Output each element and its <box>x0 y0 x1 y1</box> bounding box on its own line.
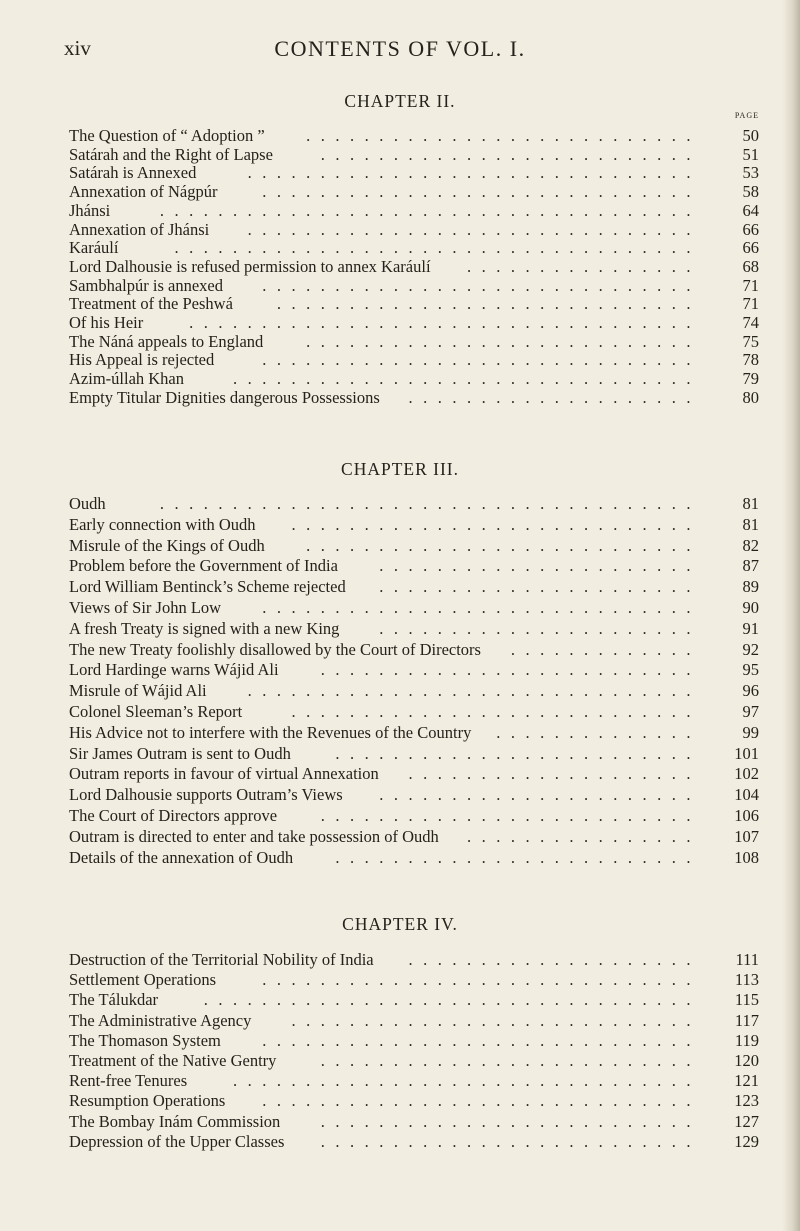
toc-entry-title: Misrule of the Kings of Oudh <box>69 535 265 555</box>
toc-entry-page: 102 <box>734 764 759 784</box>
dot-leader: .............................. <box>262 182 701 202</box>
toc-entry-title: Karáulí <box>69 238 119 258</box>
toc-entry-page: 92 <box>742 639 759 659</box>
dot-leader: .......................... <box>320 660 701 680</box>
toc-entry-title: Details of the annexation of Oudh <box>69 847 294 867</box>
dot-leader: ............................... <box>247 163 701 183</box>
toc-entry-title: Jhánsi <box>69 200 111 220</box>
toc-entry-title: The Question of “ Adoption ” <box>69 126 265 145</box>
toc-entry-page: 68 <box>742 256 759 276</box>
toc-entry-title: Lord Hardinge warns Wájid Ali <box>69 660 279 680</box>
toc-entry-page: 58 <box>742 182 759 202</box>
toc-entry-page: 66 <box>742 219 759 239</box>
toc-entry-page: 111 <box>735 950 759 969</box>
toc-entry-title: Azim-úllah Khan <box>69 369 185 389</box>
toc-entry-title: The Bombay Inám Commission <box>69 1111 281 1131</box>
folio-number: xiv <box>64 36 91 60</box>
toc-entry <box>69 1091 759 1112</box>
dot-leader: ............................. <box>276 294 701 314</box>
dot-leader: .................................. <box>203 990 701 1010</box>
toc-entry-title: Early connection with Oudh <box>69 514 256 534</box>
toc-entry-title: Problem before the Government of India <box>69 556 338 576</box>
toc-entry <box>69 723 759 744</box>
toc-entry <box>69 556 759 577</box>
dot-leader: ..................................... <box>159 494 701 513</box>
toc-entry-page: 108 <box>734 847 759 867</box>
toc-entry-title: His Appeal is rejected <box>69 350 215 370</box>
toc-entry-page: 99 <box>742 722 759 742</box>
toc-entry-page: 91 <box>742 618 759 638</box>
toc-entry <box>69 1132 759 1153</box>
toc-entry-page: 75 <box>742 331 759 351</box>
toc-entry <box>69 1051 759 1072</box>
toc-entry-page: 127 <box>734 1111 759 1131</box>
toc-entry-title: Resumption Operations <box>69 1091 226 1111</box>
toc-entry-title: Satárah is Annexed <box>69 163 197 183</box>
toc-entry-page: 80 <box>742 387 759 407</box>
toc-entry-title: Outram is directed to enter and take possession of Oudh <box>69 826 439 846</box>
toc-entry-title: Annexation of Jhánsi <box>69 219 210 239</box>
toc-entry-page: 71 <box>742 275 759 295</box>
toc-entry-title: Depression of the Upper Classes <box>69 1131 285 1151</box>
toc-entry-title: Lord William Bentinck’s Scheme rejected <box>69 577 346 597</box>
toc-entry-title: The Thomason System <box>69 1030 221 1050</box>
dot-leader: .............................. <box>262 1030 701 1050</box>
toc-entry-title: Treatment of the Native Gentry <box>69 1051 277 1070</box>
toc-entry-title: Misrule of Wájid Ali <box>69 681 207 701</box>
toc-entry <box>69 1112 759 1133</box>
toc-entry-title: The Tálukdar <box>69 990 159 1010</box>
page-header <box>0 36 800 76</box>
toc-entry <box>69 1011 759 1032</box>
toc-entry <box>69 598 759 619</box>
dot-leader: .................... <box>408 764 701 784</box>
toc-entry-page: 106 <box>734 806 759 825</box>
toc-entry-title: Empty Titular Dignities dangerous Possessions <box>69 387 380 407</box>
toc-entry-page: 107 <box>734 826 759 846</box>
toc-entry-page: 89 <box>742 577 759 597</box>
toc-entry-title: A fresh Treaty is signed with a new King <box>69 618 340 638</box>
toc-entry-page: 113 <box>734 970 759 990</box>
toc-entry-title: Satárah and the Right of Lapse <box>69 144 273 164</box>
toc-entry <box>69 1071 759 1092</box>
dot-leader: ...................... <box>379 577 701 597</box>
dot-leader: .............................. <box>262 275 701 295</box>
toc-entry <box>69 848 759 869</box>
dot-leader: ...................... <box>379 785 701 805</box>
dot-leader: .................... <box>408 950 701 969</box>
toc-entry-page: 66 <box>742 238 759 258</box>
toc-entry <box>69 536 759 557</box>
toc-entry <box>69 619 759 640</box>
toc-entry-page: 81 <box>742 494 759 513</box>
toc-entry-title: The Náná appeals to England <box>69 331 264 351</box>
toc-entry <box>69 764 759 785</box>
toc-entry-title: Destruction of the Territorial Nobility of India <box>69 950 374 969</box>
toc-entry-page: 87 <box>742 556 759 576</box>
toc-entry <box>69 515 759 536</box>
toc-entry-title: Lord Dalhousie supports Outram’s Views <box>69 785 343 805</box>
toc-entry-page: 51 <box>742 144 759 164</box>
toc-entry <box>69 827 759 848</box>
dot-leader: ................................ <box>233 369 701 389</box>
dot-leader: ........................... <box>306 126 701 145</box>
toc-entry-page: 81 <box>742 514 759 534</box>
toc-entry-title: Sambhalpúr is annexed <box>69 275 223 295</box>
toc-entry <box>69 681 759 702</box>
toc-entry-title: Of his Heir <box>69 313 144 332</box>
dot-leader: .............................. <box>262 598 701 617</box>
running-title: CONTENTS OF VOL. I. <box>274 36 526 61</box>
toc-entry-page: 74 <box>742 313 759 332</box>
toc-entry-page: 123 <box>734 1091 759 1111</box>
toc-entry-page: 119 <box>734 1030 759 1050</box>
toc-entry-page: 53 <box>742 163 759 183</box>
dot-leader: ........................... <box>306 331 701 351</box>
toc-entry-page: 121 <box>734 1071 759 1091</box>
toc-entry-page: 64 <box>742 200 759 220</box>
dot-leader: ............. <box>510 639 701 659</box>
dot-leader: ......................... <box>335 847 701 867</box>
chapter-heading: CHAPTER III. <box>341 459 459 479</box>
dot-leader: .............................. <box>262 350 701 370</box>
dot-leader: ................................ <box>233 1071 701 1091</box>
toc-entry-page: 129 <box>734 1131 759 1151</box>
toc-entry-page: 95 <box>742 660 759 680</box>
toc-entry-page: 50 <box>742 126 759 145</box>
toc-entry-title: Settlement Operations <box>69 970 217 990</box>
toc-entry <box>69 950 759 971</box>
dot-leader: .......................... <box>320 1131 701 1151</box>
dot-leader: ...................... <box>379 556 701 576</box>
toc-entry <box>69 640 759 661</box>
dot-leader: .......................... <box>320 1051 701 1070</box>
toc-entry-title: His Advice not to interfere with the Revenues of the Country <box>69 722 472 742</box>
toc-entry-title: Lord Dalhousie is refused permission to annex Karáulí <box>69 256 431 276</box>
dot-leader: ............................ <box>291 514 701 534</box>
dot-leader: ..................................... <box>159 200 701 220</box>
toc-entry <box>69 702 759 723</box>
toc-entry-title: Views of Sir John Low <box>69 598 222 617</box>
toc-entry-title: Colonel Sleeman’s Report <box>69 702 243 721</box>
toc-entry-title: Treatment of the Peshwá <box>69 294 233 314</box>
toc-entry <box>69 388 759 409</box>
dot-leader: ................ <box>467 256 701 276</box>
dot-leader: .......................... <box>320 806 701 825</box>
dot-leader: ........................... <box>306 535 701 555</box>
dot-leader: .......................... <box>320 144 701 164</box>
toc-entry-title: Oudh <box>69 494 106 513</box>
toc-entry <box>69 494 759 515</box>
toc-entry-page: 101 <box>734 743 759 763</box>
toc-entry-title: The Court of Directors approve <box>69 806 278 825</box>
toc-entry-title: Sir James Outram is sent to Oudh <box>69 743 291 763</box>
toc-entry-page: 79 <box>742 369 759 389</box>
toc-entry-title: The Administrative Agency <box>69 1010 252 1030</box>
page-column-label: PAGE <box>734 111 759 120</box>
dot-leader: ......................... <box>335 743 701 763</box>
dot-leader: .............................. <box>262 1091 701 1111</box>
toc-entry-page: 71 <box>742 294 759 314</box>
toc-entry-page: 117 <box>734 1010 759 1030</box>
toc-entry-page: 97 <box>742 702 759 721</box>
page-edge-shadow <box>782 0 800 1231</box>
toc-entry-title: Annexation of Nágpúr <box>69 182 218 202</box>
toc-entry-page: 78 <box>742 350 759 370</box>
toc-entry <box>69 1031 759 1052</box>
toc-entry-page: 90 <box>742 598 759 617</box>
toc-entry-page: 115 <box>734 990 759 1010</box>
toc-entry <box>69 577 759 598</box>
dot-leader: .............................. <box>262 970 701 990</box>
toc-entry-page: 82 <box>742 535 759 555</box>
toc-entry-title: Rent-free Tenures <box>69 1071 188 1091</box>
dot-leader: .......................... <box>320 1111 701 1131</box>
toc-entry <box>69 990 759 1011</box>
dot-leader: ...................... <box>379 618 701 638</box>
toc-entry <box>69 785 759 806</box>
toc-entry-title: The new Treaty foolishly disallowed by the Court of Directors <box>69 639 481 659</box>
dot-leader: .............. <box>496 722 701 742</box>
dot-leader: ............................ <box>291 1010 701 1030</box>
toc-entry <box>69 744 759 765</box>
toc-entry <box>69 660 759 681</box>
chapter-heading: CHAPTER IV. <box>342 914 458 934</box>
dot-leader: ............................ <box>291 702 701 721</box>
toc-entry <box>69 970 759 991</box>
dot-leader: ............................... <box>247 681 701 701</box>
dot-leader: .................... <box>408 387 701 407</box>
toc-entry-title: Outram reports in favour of virtual Annexation <box>69 764 379 784</box>
dot-leader: ................ <box>467 826 701 846</box>
toc-entry-page: 120 <box>734 1051 759 1070</box>
toc-entry-page: 96 <box>742 681 759 701</box>
dot-leader: .................................... <box>174 238 701 258</box>
toc-entry-page: 104 <box>734 785 759 805</box>
toc-entry <box>69 806 759 827</box>
dot-leader: ................................... <box>189 313 701 332</box>
dot-leader: ............................... <box>247 219 701 239</box>
chapter-heading: CHAPTER II. <box>344 91 456 111</box>
